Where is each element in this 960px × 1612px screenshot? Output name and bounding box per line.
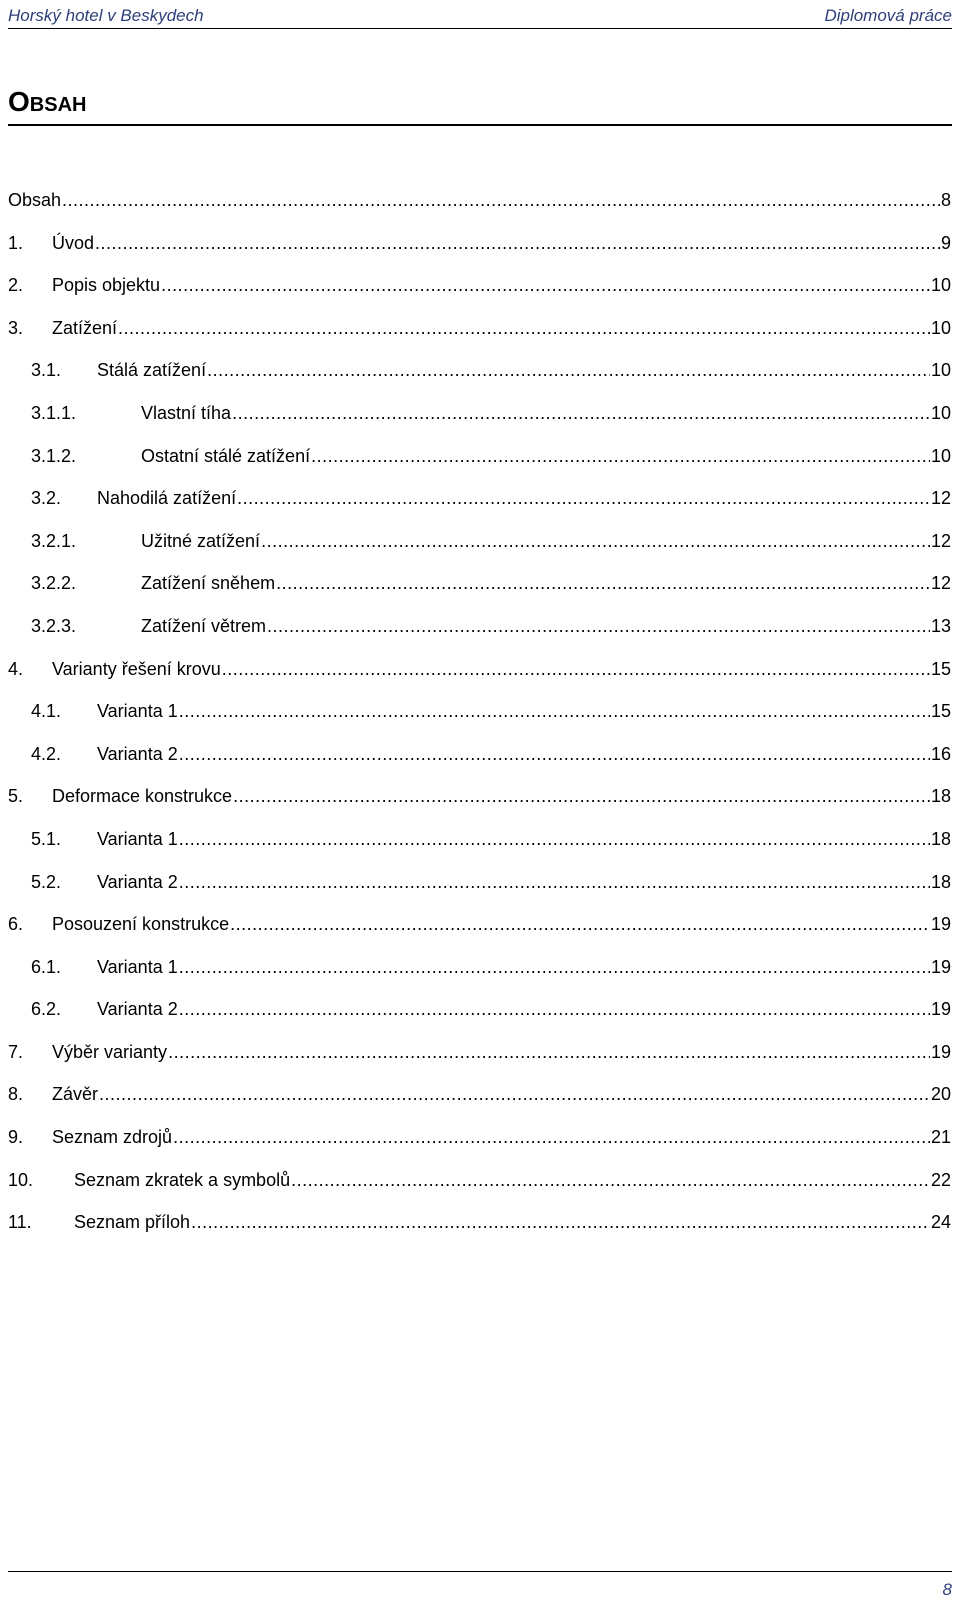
toc-dot-leader [179,828,930,850]
toc-dot-leader [173,1126,930,1148]
toc-dot-leader [191,1211,930,1233]
toc-entry-label: Vlastní tíha [141,402,232,423]
toc-entry-label: Obsah [8,190,62,210]
toc-entry[interactable] [8,785,951,828]
toc-dot-leader [168,1041,930,1063]
toc-entry[interactable] [8,1126,951,1169]
toc-entry[interactable] [8,658,951,701]
toc-dot-leader [311,445,930,467]
toc-dot-leader [99,1083,930,1105]
page-number: 8 [942,1580,952,1599]
toc-entry-label: Seznam zkratek a symbolů [74,1169,291,1190]
header-document-type: Diplomová práce [824,6,952,25]
toc-entry-page: 12 [930,530,951,551]
toc-entry-number: 9. [8,1127,24,1148]
toc-entry-number: 5.2. [31,871,62,892]
toc-entry-page: 19 [930,956,951,977]
toc-entry-page: 18 [930,871,951,892]
toc-entry[interactable] [8,871,951,914]
toc-entry-label: Varianta 2 [97,999,178,1020]
toc-entry-number: 6. [8,914,24,935]
toc-entry[interactable] [8,998,951,1041]
toc-entry[interactable] [8,828,951,871]
toc-entry-label: Varianta 2 [97,871,178,892]
toc-entry-label: Varianta 2 [97,743,178,764]
toc-entry-number: 2. [8,275,24,296]
toc-entry-page: 20 [930,1084,951,1105]
toc-entry-page: 16 [930,743,951,764]
toc-entry-label: Zatížení větrem [141,615,267,636]
toc-dot-leader [291,1169,930,1191]
toc-entry-page: 10 [930,275,951,296]
toc-entry-page: 18 [930,828,951,849]
toc-entry[interactable] [8,743,951,786]
toc-dot-leader [237,487,930,509]
toc-entry-page: 10 [930,402,951,423]
toc-entry-number: 4. [8,658,24,679]
toc-entry-label: Seznam příloh [74,1212,191,1233]
toc-entry-page: 21 [930,1127,951,1148]
toc-entry-label: Zatížení [52,317,118,338]
toc-entry[interactable] [8,956,951,999]
toc-entry-number: 5. [8,786,24,807]
toc-entry-number: 3.2. [31,488,62,509]
toc-entry[interactable] [8,232,951,275]
toc-entry[interactable] [8,1211,951,1254]
toc-dot-leader [179,998,930,1020]
toc-entry-label: Varianta 1 [97,701,178,722]
toc-dot-leader [230,913,930,935]
toc-entry-page: 15 [930,658,951,679]
toc-entry-page: 19 [930,914,951,935]
toc-entry[interactable] [8,445,951,488]
header-document-title: Horský hotel v Beskydech [8,6,204,25]
toc-entry-number: 3. [8,317,24,338]
toc-entry-page: 9 [940,232,951,253]
toc-entry-number: 3.1.1. [31,402,77,423]
toc-entry[interactable] [8,317,951,360]
toc-entry-label: Výběr varianty [52,1041,168,1062]
toc-entry-number: 4.1. [31,701,62,722]
toc-entry[interactable] [8,1041,951,1084]
toc-dot-leader [233,785,930,807]
toc-entry[interactable] [8,359,951,402]
toc-entry[interactable] [8,274,951,317]
toc-entry-number: 4.2. [31,743,62,764]
toc-dot-leader [179,956,930,978]
toc-heading: Obsah [8,80,952,126]
toc-entry-number: 6.1. [31,956,62,977]
toc-entry[interactable] [8,572,951,615]
toc-entry-number: 10. [8,1169,34,1190]
toc-dot-leader [207,359,930,381]
toc-entry-number: 3.1.2. [31,445,77,466]
toc-dot-leader [179,700,930,722]
toc-entry-label: Seznam zdrojů [52,1127,173,1148]
toc-entry-page: 19 [930,999,951,1020]
toc-entry-page: 22 [930,1169,951,1190]
toc-entry[interactable] [8,530,951,573]
toc-entry[interactable] [8,402,951,445]
toc-entry-label: Varianta 1 [97,956,178,977]
toc-entry-number: 5.1. [31,828,62,849]
toc-entry-label: Stálá zatížení [97,360,207,381]
toc-entry-label: Užitné zatížení [141,530,261,551]
toc-dot-leader [222,658,930,680]
toc-entry-number: 11. [8,1212,32,1233]
toc-entry-page: 15 [930,701,951,722]
toc-entry[interactable] [8,1169,951,1212]
toc-entry[interactable] [8,615,951,658]
toc-entry-label: Posouzení konstrukce [52,914,230,935]
toc-entry-page: 12 [930,573,951,594]
toc-entry-page: 24 [930,1212,951,1233]
toc-entry-page: 19 [930,1041,951,1062]
toc-entry-label: Ostatní stálé zatížení [141,445,311,466]
toc-entry-label: Zatížení sněhem [141,573,276,594]
toc-entry-number: 8. [8,1084,24,1105]
toc-entry-number: 3.2.3. [31,615,77,636]
toc-entry-page: 10 [930,445,951,466]
toc-dot-leader [232,402,930,424]
toc-entry[interactable] [8,913,951,956]
toc-entry-number: 7. [8,1041,24,1062]
toc-dot-leader [62,189,940,211]
toc-entry-page: 10 [930,317,951,338]
toc-entry-page: 13 [930,615,951,636]
toc-entry-label: Popis objektu [52,275,161,296]
toc-entry[interactable] [8,1083,951,1126]
toc-entry-page: 12 [930,488,951,509]
toc-dot-leader [267,615,930,637]
toc-entry[interactable] [8,189,951,232]
toc-entry-page: 8 [940,190,951,210]
toc-dot-leader [95,232,940,254]
toc-entry-label: Úvod [52,232,95,253]
toc-entry-number: 3.2.1. [31,530,77,551]
table-of-contents [8,189,951,1254]
toc-entry-number: 1. [8,232,24,253]
toc-entry-number: 3.2.2. [31,573,77,594]
toc-entry-number: 3.1. [31,360,62,381]
toc-dot-leader [118,317,930,339]
toc-dot-leader [179,871,930,893]
toc-dot-leader [261,530,930,552]
toc-entry[interactable] [8,700,951,743]
toc-entry-label: Varianty řešení krovu [52,658,221,679]
toc-entry-page: 10 [930,360,951,381]
toc-entry-label: Závěr [52,1084,99,1105]
toc-entry-label: Varianta 1 [97,828,178,849]
toc-entry-label: Nahodilá zatížení [97,488,237,509]
toc-entry[interactable] [8,487,951,530]
page-number-footer [8,1571,952,1600]
page-header [8,0,952,29]
toc-dot-leader [276,572,930,594]
toc-entry-page: 18 [930,786,951,807]
toc-entry-label: Deformace konstrukce [52,786,233,807]
toc-dot-leader [161,274,930,296]
toc-dot-leader [179,743,930,765]
toc-entry-number: 6.2. [31,999,62,1020]
